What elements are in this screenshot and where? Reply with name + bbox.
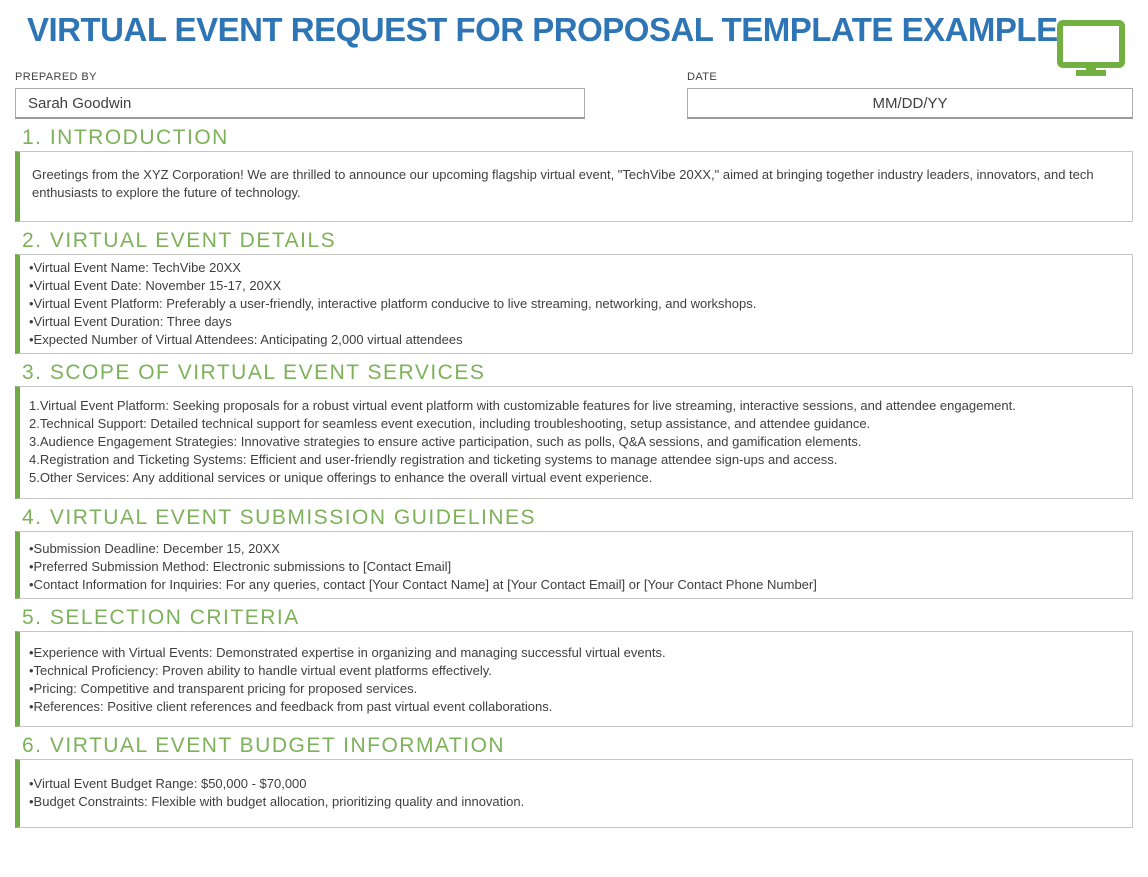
section-budget-information bbox=[15, 736, 1133, 828]
section-heading-scope-of-services: 3. SCOPE OF VIRTUAL EVENT SERVICES bbox=[22, 361, 486, 384]
list-item: 4.Registration and Ticketing Systems: Efficient and user-friendly registration and ticketing systems to manage attendee sign-ups and access. bbox=[29, 452, 838, 467]
section-content-budget-information[interactable] bbox=[15, 759, 1133, 828]
date-field-group bbox=[687, 71, 1133, 119]
prepared-by-label: PREPARED BY bbox=[15, 71, 97, 83]
list-item: 2.Technical Support: Detailed technical support for seamless event execution, including troubleshooting, setup assistance, and attendee guidance. bbox=[29, 416, 871, 431]
list-item: •Virtual Event Duration: Three days bbox=[29, 314, 232, 329]
list-item: •Virtual Event Date: November 15-17, 20XX bbox=[29, 278, 282, 293]
page-title: VIRTUAL EVENT REQUEST FOR PROPOSAL TEMPLATE EXAMPLE bbox=[27, 11, 1058, 48]
section-content-selection-criteria[interactable] bbox=[15, 631, 1133, 727]
list-item: •Pricing: Competitive and transparent pricing for proposed services. bbox=[29, 681, 418, 696]
section-content-submission-guidelines[interactable] bbox=[15, 531, 1133, 599]
list-item: •Virtual Event Platform: Preferably a user-friendly, interactive platform conducive to live streaming, networking, and workshops. bbox=[29, 296, 757, 311]
section-selection-criteria bbox=[15, 608, 1133, 727]
document-header bbox=[15, 12, 1133, 48]
section-content-event-details[interactable] bbox=[15, 254, 1133, 354]
section-content-scope-of-services[interactable] bbox=[15, 386, 1133, 499]
section-heading-introduction: 1. INTRODUCTION bbox=[22, 126, 229, 149]
list-item: 3.Audience Engagement Strategies: Innovative strategies to ensure active participation, such as polls, Q&A sessions, and gamification elements. bbox=[29, 434, 862, 449]
list-item: •Contact Information for Inquiries: For any queries, contact [Your Contact Name] at [Your Contact Email] or [Your Contact Phone Number] bbox=[29, 577, 817, 592]
section-heading-selection-criteria: 5. SELECTION CRITERIA bbox=[22, 606, 300, 629]
section-heading-submission-guidelines: 4. VIRTUAL EVENT SUBMISSION GUIDELINES bbox=[22, 506, 537, 529]
section-scope-of-services bbox=[15, 363, 1133, 499]
fields-row bbox=[15, 71, 1133, 119]
document-page bbox=[0, 12, 1148, 828]
date-label: DATE bbox=[687, 71, 718, 83]
list-item: •Submission Deadline: December 15, 20XX bbox=[29, 541, 280, 556]
section-heading-budget-information: 6. VIRTUAL EVENT BUDGET INFORMATION bbox=[22, 734, 506, 757]
list-item: •Preferred Submission Method: Electronic submissions to [Contact Email] bbox=[29, 559, 452, 574]
date-input[interactable]: MM/DD/YY bbox=[687, 88, 1133, 119]
section-submission-guidelines bbox=[15, 508, 1133, 599]
list-item: •References: Positive client references and feedback from past virtual event collaborations. bbox=[29, 699, 553, 714]
prepared-by-field-group bbox=[15, 71, 585, 119]
list-item: •Technical Proficiency: Proven ability to handle virtual event platforms effectively. bbox=[29, 663, 492, 678]
list-item: •Virtual Event Budget Range: $50,000 - $70,000 bbox=[29, 776, 307, 791]
paragraph-text: Greetings from the XYZ Corporation! We are thrilled to announce our upcoming flagship virtual event, "TechVibe 20XX," aimed at bringing together industry leaders, innovators, and tech enthusiasts to explore the future of technology. bbox=[32, 167, 1094, 200]
list-item: •Virtual Event Name: TechVibe 20XX bbox=[29, 260, 241, 275]
list-item: 5.Other Services: Any additional services or unique offerings to enhance the overall virtual event experience. bbox=[29, 470, 653, 485]
prepared-by-input[interactable]: Sarah Goodwin bbox=[15, 88, 585, 119]
section-content-introduction[interactable] bbox=[15, 151, 1133, 222]
section-introduction bbox=[15, 128, 1133, 222]
section-heading-event-details: 2. VIRTUAL EVENT DETAILS bbox=[22, 229, 337, 252]
list-item: •Budget Constraints: Flexible with budget allocation, prioritizing quality and innovation. bbox=[29, 794, 525, 809]
monitor-icon bbox=[1057, 20, 1125, 76]
section-event-details bbox=[15, 231, 1133, 354]
list-item: •Experience with Virtual Events: Demonstrated expertise in organizing and managing successful virtual events. bbox=[29, 645, 666, 660]
list-item: 1.Virtual Event Platform: Seeking proposals for a robust virtual event platform with customizable features for live streaming, interactive sessions, and attendee engagement. bbox=[29, 398, 1016, 413]
list-item: •Expected Number of Virtual Attendees: Anticipating 2,000 virtual attendees bbox=[29, 332, 463, 347]
